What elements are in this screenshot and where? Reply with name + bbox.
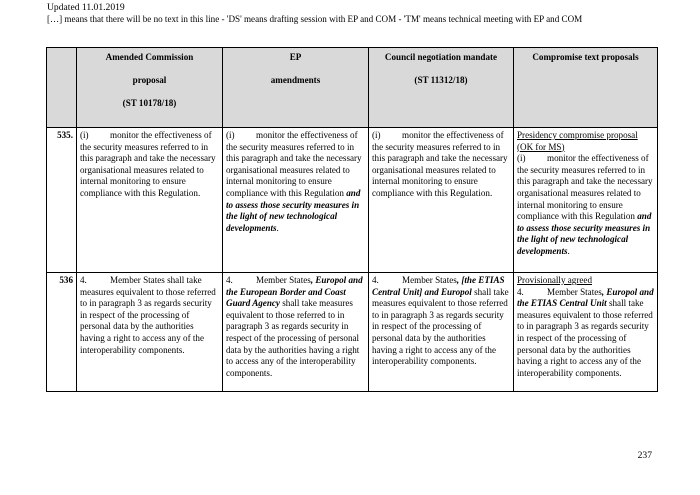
page-number: 237 (637, 450, 652, 461)
four-column-table (46, 47, 658, 392)
council-cell: (i) monitor the effectiveness of the security measures referred to in this paragraph and take the necessary organisational measures related to internal monitoring to ensure compliance with this Regulation. (369, 128, 514, 273)
commission-proposal-header: Amended Commission proposal (ST 10178/18) (77, 48, 223, 128)
ep-amendments-header: EP amendments (223, 48, 369, 128)
row-number: 535. (47, 128, 77, 273)
status-label: Provisionally agreed (517, 275, 593, 285)
update-date: Updated 11.01.2019 (47, 2, 125, 13)
council-cell: 4. Member States, [the ETIAS Central Unit] and Europol shall take measures equivalent to those referred to in paragraph 3 as regards security in respect of the processing of personal data by the authorities having a right to access any of the interoperability components. (369, 273, 514, 392)
table-header-row (47, 48, 658, 128)
commission-cell: 4. Member States shall take measures equivalent to those referred to in paragraph 3 as regards security in respect of the processing of personal data by the authorities having a right to access any of the interoperability components. (77, 273, 223, 392)
commission-cell: (i) monitor the effectiveness of the security measures referred to in this paragraph and take the necessary organisational measures related to internal monitoring to ensure compliance with this Regulation. (77, 128, 223, 273)
ep-cell: 4. Member States, Europol and the European Border and Coast Guard Agency shall take measures equivalent to those referred to in paragraph 3 as regards security in respect of the processing of personal data by the authorities having a right to access any of the interoperability components. (223, 273, 369, 392)
legend-note: […] means that there will be no text in this line - 'DS' means drafting session with EP and COM - 'TM' means technical meeting with EP and COM (47, 14, 583, 24)
table-row (47, 273, 658, 392)
compromise-cell: Presidency compromise proposal (OK for MS) (i) monitor the effectiveness of the security measures referred to in this paragraph and take the necessary organisational measures related to internal monitoring to ensure compliance with this Regulation and to assess those security measures in the light of new technological developments. (514, 128, 658, 273)
row-number-header (47, 48, 77, 128)
ep-cell: (i) monitor the effectiveness of the security measures referred to in this paragraph and take the necessary organisational measures related to internal monitoring to ensure compliance with this Regulation and to assess those security measures in the light of new technological developments. (223, 128, 369, 273)
compromise-cell: Provisionally agreed 4. Member States, Europol and the ETIAS Central Unit shall take measures equivalent to those referred to in paragraph 3 as regards security in respect of the processing of personal data by the authorities having a right to access any of the interoperability components. (514, 273, 658, 392)
status-label: Presidency compromise proposal (OK for MS) (517, 130, 638, 152)
row-number: 536 (47, 273, 77, 392)
council-mandate-header: Council negotiation mandate (ST 11312/18) (369, 48, 514, 128)
table-row (47, 128, 658, 273)
compromise-header: Compromise text proposals (514, 48, 658, 128)
